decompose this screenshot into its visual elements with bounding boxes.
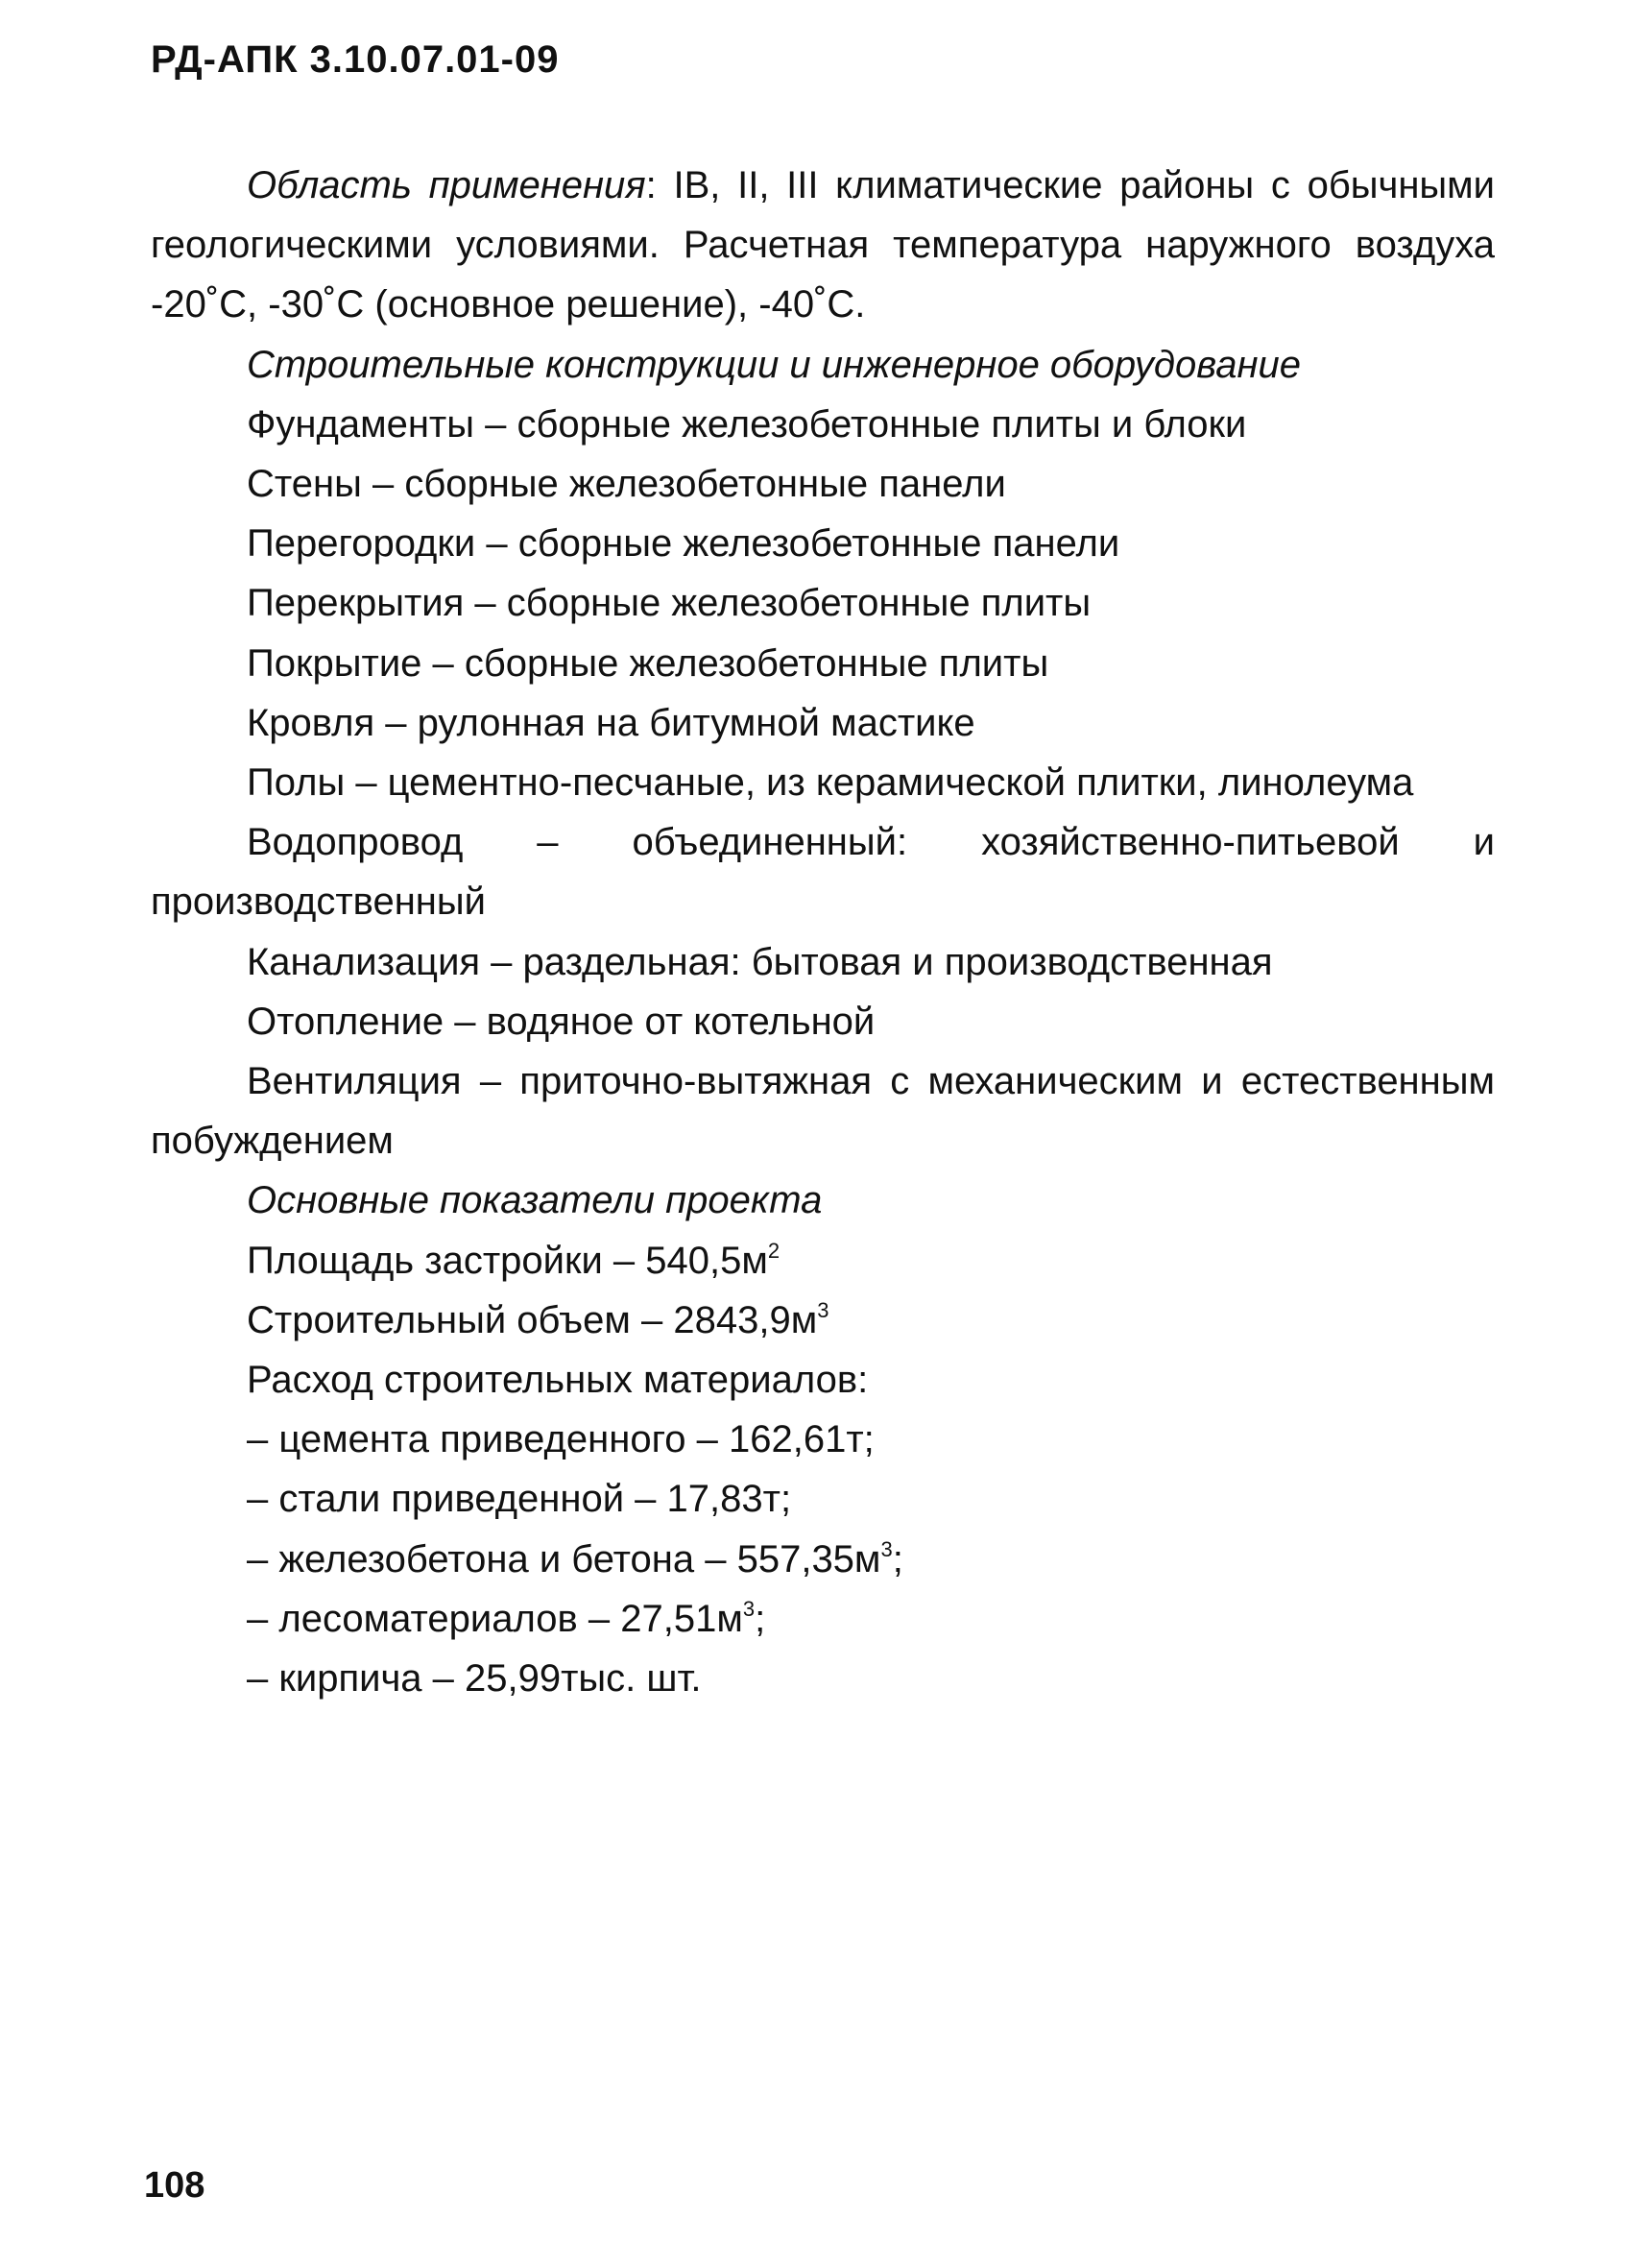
timber-text: – лесоматериалов – 27,51м: [247, 1597, 743, 1640]
timber-end: ;: [755, 1597, 766, 1640]
construction-ventilation: Вентиляция – приточно-вытяжная с механическим и естественным побуждением: [151, 1060, 1495, 1163]
material-concrete: [151, 1530, 1495, 1589]
building-area-text: Площадь застройки – 540,5м: [247, 1239, 768, 1282]
construction-roof-covering: Покрытие – сборные железобетонные плиты: [247, 641, 1049, 685]
page-body: [151, 156, 1495, 1708]
indicator-building-volume: [151, 1291, 1495, 1350]
construction-foundations: Фундаменты – сборные железобетонные плиты и блоки: [247, 402, 1247, 446]
indicators-heading: Основные показатели проекта: [247, 1179, 823, 1222]
construction-roofing: Кровля – рулонная на битумной мастике: [247, 701, 975, 744]
material-brick: – кирпича – 25,99тыс. шт.: [247, 1657, 702, 1701]
scope-label: Область применения: [247, 164, 646, 206]
construction-water-supply: Водопровод – объединенный: хозяйственно-питьевой и производственный: [151, 821, 1495, 924]
building-area-unit-power: 2: [767, 1238, 780, 1263]
concrete-text: – железобетона и бетона – 557,35м: [247, 1537, 881, 1580]
scope-text: : IB, II, III климатические районы с обычными геологическими условиями. Расчетная температура наружного воздуха -20˚C, -30˚C (основное решение), -40˚C.: [151, 164, 1495, 326]
construction-walls: Стены – сборные железобетонные панели: [247, 463, 1006, 506]
construction-heading: Строительные конструкции и инженерное оборудование: [247, 343, 1301, 386]
material-steel: – стали приведенной – 17,83т;: [247, 1478, 792, 1521]
material-cement: – цемента приведенного – 162,61т;: [247, 1418, 875, 1461]
scope-paragraph: [151, 156, 1495, 335]
construction-heating: Отопление – водяное от котельной: [247, 1000, 876, 1043]
building-volume-text: Строительный объем – 2843,9м: [247, 1298, 818, 1341]
construction-floors-slabs: Перекрытия – сборные железобетонные плиты: [247, 582, 1092, 625]
construction-partitions: Перегородки – сборные железобетонные панели: [247, 522, 1120, 566]
construction-sewerage: Канализация – раздельная: бытовая и производственная: [247, 940, 1273, 983]
construction-floors: Полы – цементно-песчаные, из керамической плитки, линолеума: [247, 761, 1414, 805]
document-code: РД-АПК 3.10.07.01-09: [151, 38, 560, 81]
material-timber: [151, 1589, 1495, 1649]
materials-heading: Расход строительных материалов:: [247, 1359, 869, 1402]
concrete-end: ;: [892, 1537, 903, 1580]
concrete-unit-power: 3: [880, 1536, 893, 1561]
timber-unit-power: 3: [742, 1596, 756, 1621]
indicator-building-area: [151, 1231, 1495, 1291]
page-number: 108: [144, 2165, 205, 2206]
building-volume-unit-power: 3: [817, 1297, 829, 1322]
